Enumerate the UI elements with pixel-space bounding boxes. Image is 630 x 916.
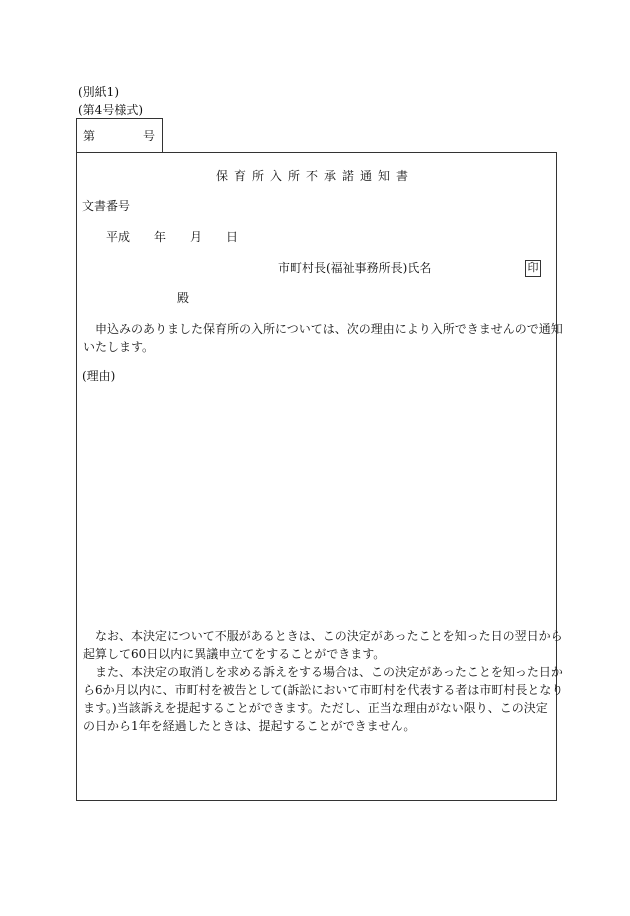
body-line: 申込みのありました保育所の入所については、次の理由により入所できませんので通知 bbox=[83, 322, 563, 336]
body-line: いたします。 bbox=[83, 340, 155, 354]
number-dai: 第 bbox=[83, 129, 96, 143]
date-year: 年 bbox=[154, 230, 167, 244]
form-number-label: (第4号様式) bbox=[78, 103, 143, 117]
notice-line: 起算して60日以内に異議申立てをすることができます。 bbox=[83, 647, 386, 661]
notice-line: なお、本決定について不服があるときは、この決定があったことを知った日の翌日から bbox=[83, 629, 563, 643]
body-paragraph bbox=[83, 320, 563, 356]
reason-label: (理由) bbox=[82, 369, 116, 383]
date-month: 月 bbox=[190, 230, 203, 244]
notice-line: また、本決定の取消しを求める訴えをする場合は、この決定があったことを知った日か bbox=[83, 665, 563, 679]
notice-line: ら6か月以内に、市町村を被告として(訴訟において市町村を代表する者は市町村長となり bbox=[83, 683, 564, 697]
issuer-label: 市町村長(福祉事務所長)氏名 bbox=[278, 261, 432, 275]
attachment-label: (別紙1) bbox=[78, 85, 119, 99]
number-go: 号 bbox=[143, 129, 156, 143]
notice-line: ます。)当該訴えを提起することができます。ただし、正当な理由がない限り、この決定 bbox=[83, 701, 548, 715]
addressee-suffix: 殿 bbox=[177, 291, 190, 305]
notice-line: の日から1年を経過したときは、提起することができません。 bbox=[83, 719, 416, 733]
number-box bbox=[76, 118, 163, 153]
document-title: 保育所入所不承諾通知書 bbox=[215, 169, 414, 183]
doc-number-label: 文書番号 bbox=[82, 199, 131, 213]
appeal-notice bbox=[83, 627, 564, 735]
date-day: 日 bbox=[226, 230, 239, 244]
date-era: 平成 bbox=[106, 230, 131, 244]
seal-mark: 印 bbox=[525, 260, 541, 277]
